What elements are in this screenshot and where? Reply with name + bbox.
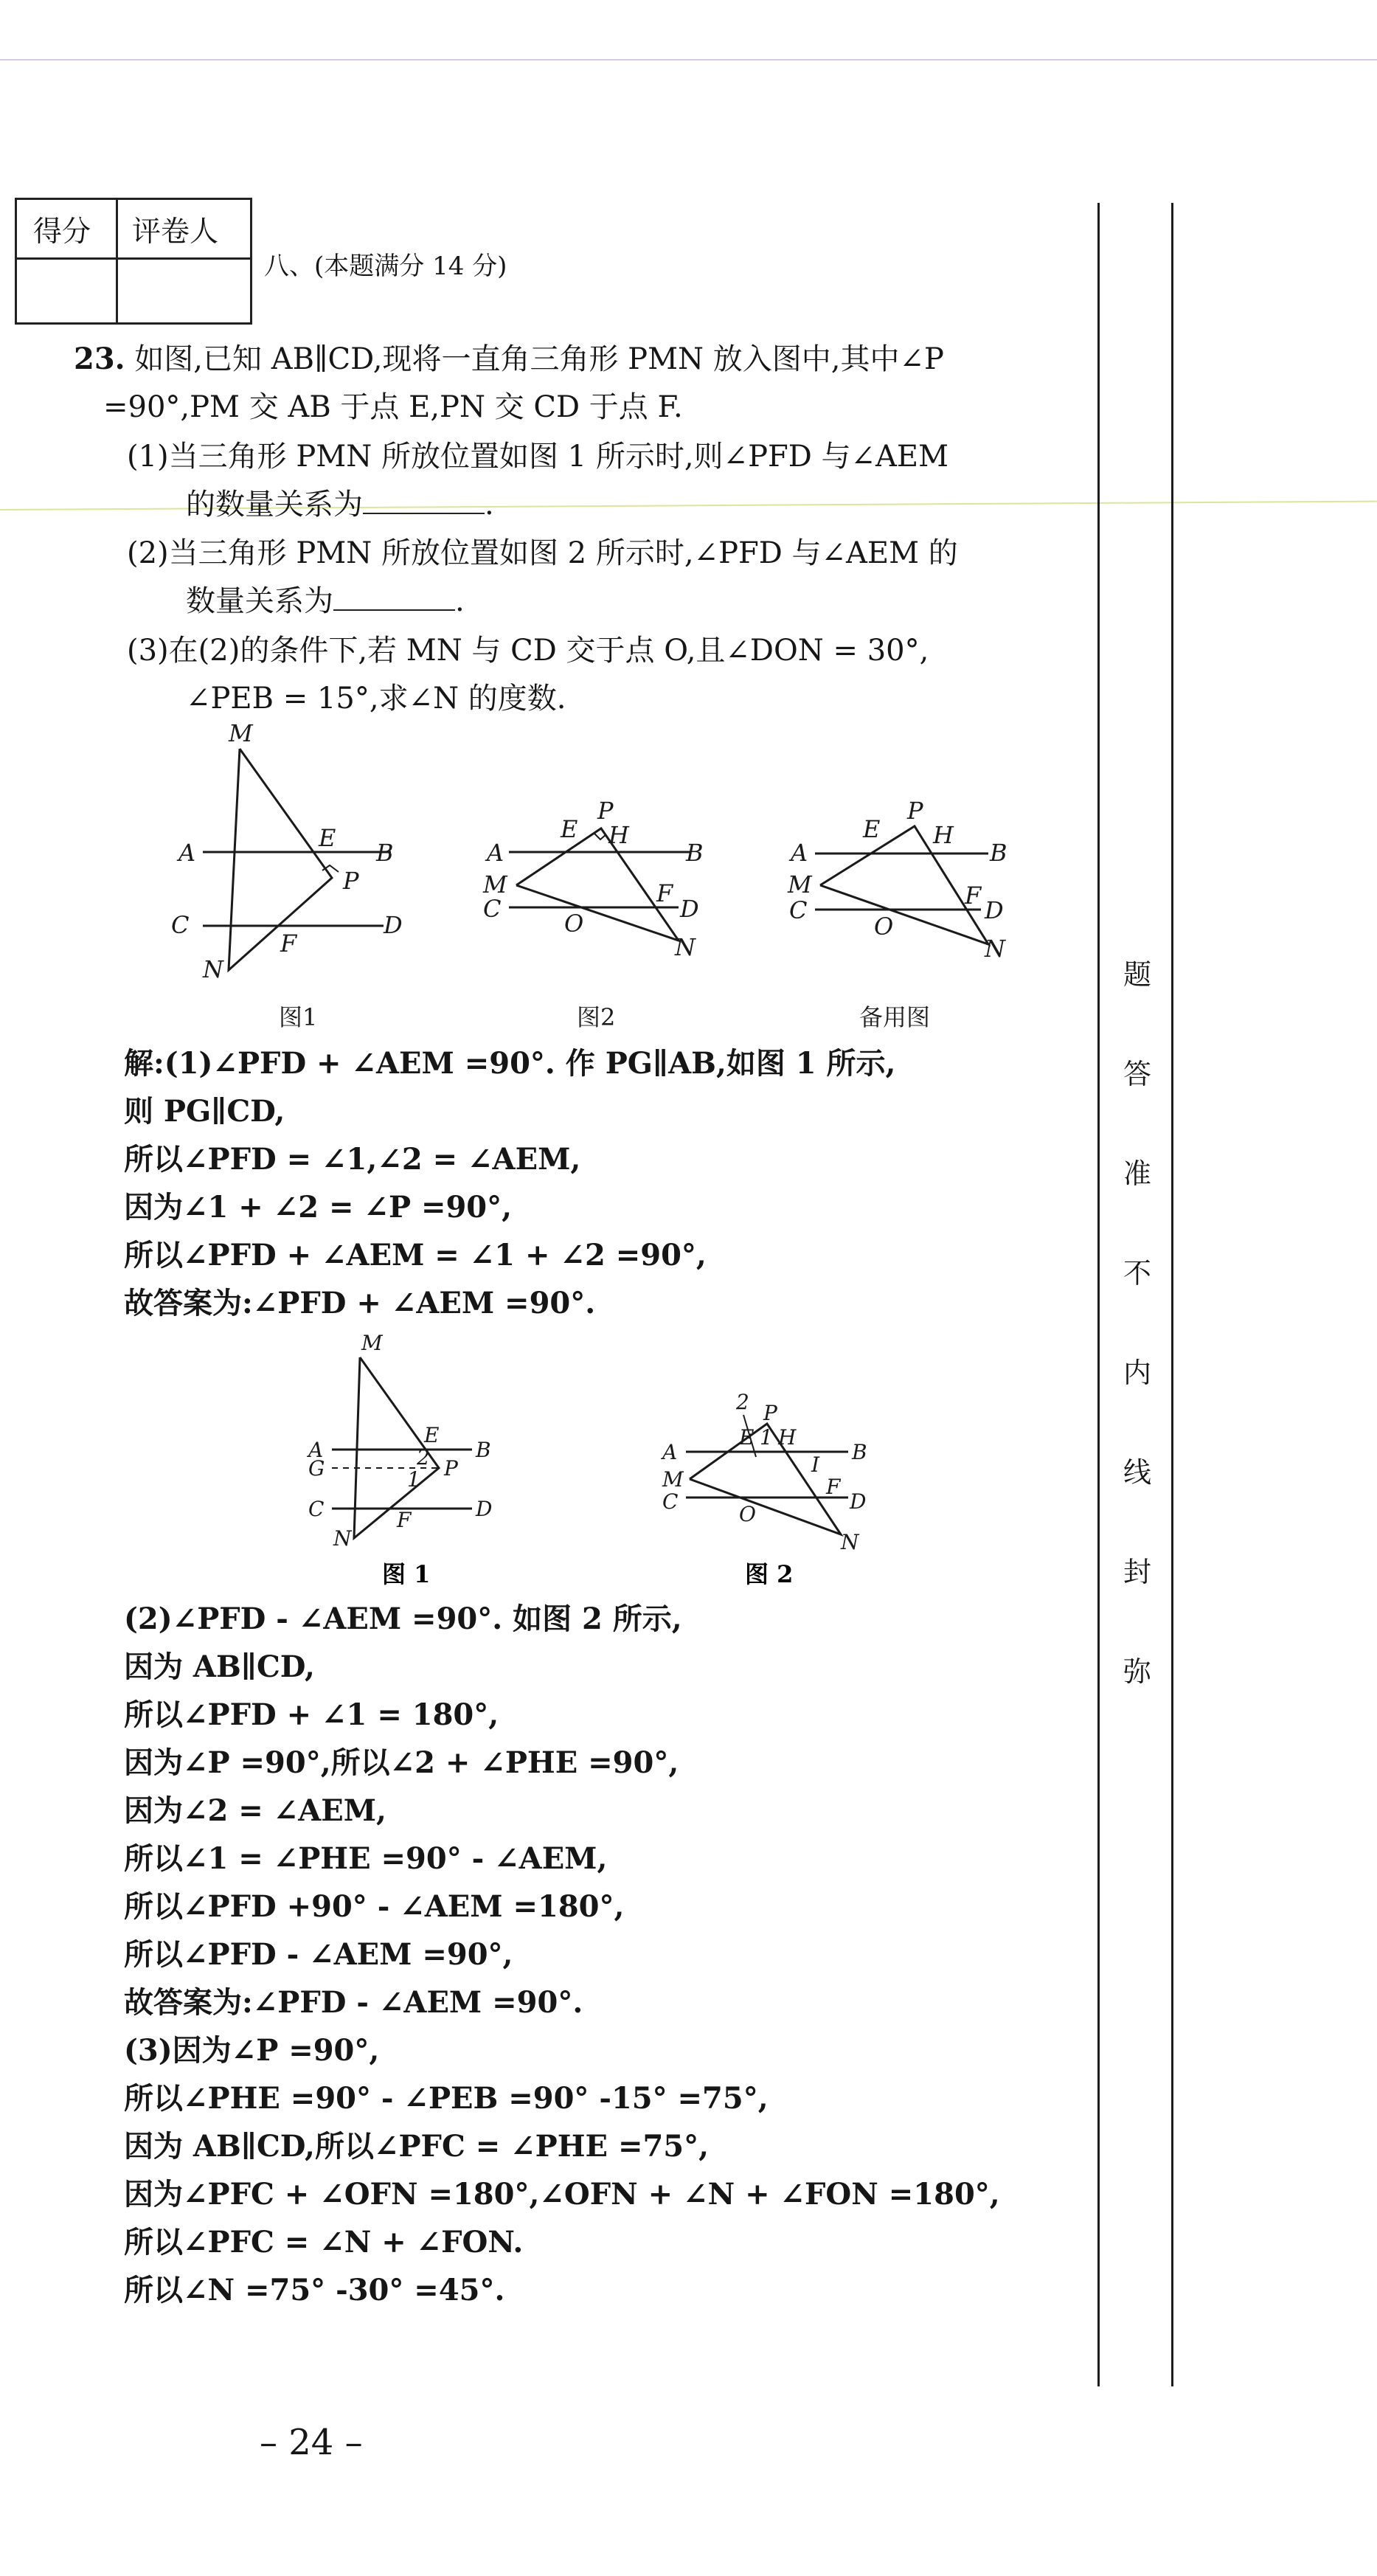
mid-fig1-label-e: E [424,1423,440,1447]
fig3-caption: 备用图 [859,1003,931,1031]
fig2-label-a: A [487,839,504,867]
mid-fig2-label-f: F [826,1475,841,1499]
solution-2-line-7: 所以∠PFD +90° - ∠AEM =180°, [124,1889,625,1924]
mid-fig1-label-2: 2 [417,1445,430,1469]
score-label: 得分 [33,215,91,249]
fig3-label-d: D [985,896,1004,924]
score-table [15,198,252,325]
seal-char-1: 弥 [1123,1655,1151,1688]
seal-char-2: 封 [1123,1556,1151,1588]
fig3-triangle-pmn [820,826,988,944]
section-title: 八、(本题满分 14 分) [264,252,507,281]
fig1-caption: 图1 [279,1003,318,1031]
fig2-label-h: H [608,821,629,849]
solution-1-line-4: 因为∠1 + ∠2 = ∠P =90°, [124,1190,513,1225]
problem-text-1: 如图,已知 AB∥CD,现将一直角三角形 PMN 放入图中,其中∠P [134,342,944,376]
problem-number: 23. [74,342,125,376]
seal-margin-right-line [1171,203,1173,2386]
mid-fig1-label-1: 1 [407,1467,420,1492]
mid-fig2-label-d: D [850,1489,867,1514]
seal-char-8: 题 [1123,958,1151,991]
fig2-label-o: O [564,910,584,938]
question-2-line-a: (2)当三角形 PMN 所放位置如图 2 所示时,∠PFD 与∠AEM 的 [127,536,958,570]
solution-1-line-1: 解:(1)∠PFD + ∠AEM =90°. 作 PG∥AB,如图 1 所示, [124,1046,896,1081]
page-number: – 24 – [260,2422,363,2463]
solution-2-line-6: 所以∠1 = ∠PHE =90° - ∠AEM, [124,1841,608,1876]
question-3-line-a: (3)在(2)的条件下,若 MN 与 CD 交于点 O,且∠DON = 30°, [127,634,929,668]
solution-2-line-8: 所以∠PFD - ∠AEM =90°, [124,1937,513,1972]
grader-label: 评卷人 [132,215,219,249]
solution-2-line-10: (3)因为∠P =90°, [124,2033,380,2068]
question-1-text: 的数量关系为 [186,488,363,522]
mid-fig1-label-f: F [397,1508,412,1532]
seal-char-7: 答 [1123,1058,1151,1090]
seal-char-4: 内 [1123,1357,1151,1389]
fig3-label-h: H [933,821,954,849]
mid-fig2-label-m: M [662,1467,684,1492]
solution-part-1 [124,1044,895,1323]
question-3-line-b: ∠PEB = 15°,求∠N 的度数. [186,682,566,716]
fig3-label-m: M [788,870,812,899]
mid-fig2-label-b: B [852,1440,867,1464]
fig3-label-o: O [874,913,894,941]
mid-fig2-label-i: I [811,1453,820,1477]
fig1-label-p: P [343,867,359,895]
fig3-label-c: C [789,896,808,924]
mid-fig2-label-2: 2 [736,1390,749,1414]
mid-fig2-label-a: A [662,1440,678,1464]
question-2-line-b: 数量关系为 . [186,584,465,618]
fig1-label-n: N [203,955,223,983]
solution-2-line-1: (2)∠PFD - ∠AEM =90°. 如图 2 所示, [124,1602,682,1636]
mid-fig1-label-g: G [308,1456,325,1481]
solution-2-line-14: 所以∠PFC = ∠N + ∠FON. [124,2225,524,2260]
question-1-line-a: (1)当三角形 PMN 所放位置如图 1 所示时,则∠PFD 与∠AEM [127,440,949,474]
fig3-label-e: E [863,815,881,843]
solution-1-line-5: 所以∠PFD + ∠AEM = ∠1 + ∠2 =90°, [124,1238,707,1273]
solution-figures [280,1328,929,1593]
seal-char-6: 准 [1123,1157,1151,1190]
mid-fig2-label-e: E [739,1425,755,1450]
mid-fig1-label-d: D [476,1497,493,1521]
solution-2-line-4: 因为∠P =90°,所以∠2 + ∠PHE =90°, [124,1745,679,1780]
mid-fig2-label-1: 1 [760,1425,773,1450]
mid-fig2-label-p: P [763,1401,777,1425]
fig1-label-c: C [171,911,190,939]
mid-fig1-label-c: C [308,1497,325,1521]
seal-char-3: 线 [1123,1456,1151,1489]
fig3-label-f: F [965,882,982,910]
fig2-label-c: C [483,895,502,923]
fig2-label-f: F [656,879,673,907]
problem-line-2: =90°,PM 交 AB 于点 E,PN 交 CD 于点 F. [103,390,683,424]
mid-fig2-caption: 图 2 [745,1560,794,1588]
table-divider-horizontal [17,257,250,260]
solution-2-line-15: 所以∠N =75° -30° =45°. [124,2273,505,2307]
solution-2-line-11: 所以∠PHE =90° - ∠PEB =90° -15° =75°, [124,2081,769,2116]
fig3-label-b: B [990,839,1007,867]
table-divider-vertical [116,200,118,322]
fig3-label-a: A [791,839,808,867]
solution-1-line-6: 故答案为:∠PFD + ∠AEM =90°. [124,1286,596,1320]
mid-fig2-label-h: H [778,1425,797,1450]
fig2-label-e: E [561,815,578,843]
mid-fig1-caption: 图 1 [382,1560,431,1588]
fig3-label-n: N [985,935,1005,963]
question-2-text: 数量关系为 [186,584,333,618]
fig1-label-f: F [280,929,297,958]
mid-fig2-label-c: C [662,1489,679,1514]
answer-blank-2 [333,584,455,611]
fig2-label-m: M [483,870,507,899]
fig2-label-d: D [680,895,699,923]
seal-margin-left-line [1097,203,1100,2386]
fig1-label-d: D [384,911,403,939]
fig2-label-p: P [597,797,614,825]
top-rule [0,59,1377,60]
mid-fig2-label-o: O [739,1502,756,1526]
answer-blank-1 [363,488,485,514]
solution-1-line-3: 所以∠PFD = ∠1,∠2 = ∠AEM, [124,1142,581,1177]
mid-fig1-label-p: P [444,1456,458,1481]
problem-line-1 [74,339,944,379]
solution-2-line-9: 故答案为:∠PFD - ∠AEM =90°. [124,1985,583,2020]
mid-fig1-label-m: M [361,1331,383,1355]
mid-fig1-label-b: B [476,1438,491,1462]
fig2-label-b: B [686,839,704,867]
mid-fig2-label-n: N [841,1530,859,1554]
solution-2-line-3: 所以∠PFD + ∠1 = 180°, [124,1697,499,1732]
solution-2-line-5: 因为∠2 = ∠AEM, [124,1793,386,1828]
solution-1-line-2: 则 PG∥CD, [124,1094,285,1129]
solution-2-line-2: 因为 AB∥CD, [124,1649,315,1684]
question-1-line-b: 的数量关系为 . [186,488,494,522]
solution-2-line-13: 因为∠PFC + ∠OFN =180°,∠OFN + ∠N + ∠FON =180°, [124,2177,1000,2212]
mid-fig1-label-a: A [308,1438,324,1462]
fig2-triangle-pmn [516,828,679,941]
seal-char-5: 不 [1123,1257,1151,1289]
solution-part-2 [124,1599,1000,2310]
problem-figures [148,719,1062,1044]
fig3-label-p: P [907,797,923,825]
solution-2-line-12: 因为 AB∥CD,所以∠PFC = ∠PHE =75°, [124,2129,710,2164]
fig2-label-n: N [675,933,696,961]
fig1-label-e: E [319,824,336,852]
mid-fig1-label-n: N [333,1526,352,1551]
fig1-label-m: M [229,719,253,747]
fig1-label-a: A [178,839,196,867]
fig1-label-b: B [376,839,394,867]
fig2-caption: 图2 [577,1003,616,1031]
seal-margin [1097,203,1179,2386]
